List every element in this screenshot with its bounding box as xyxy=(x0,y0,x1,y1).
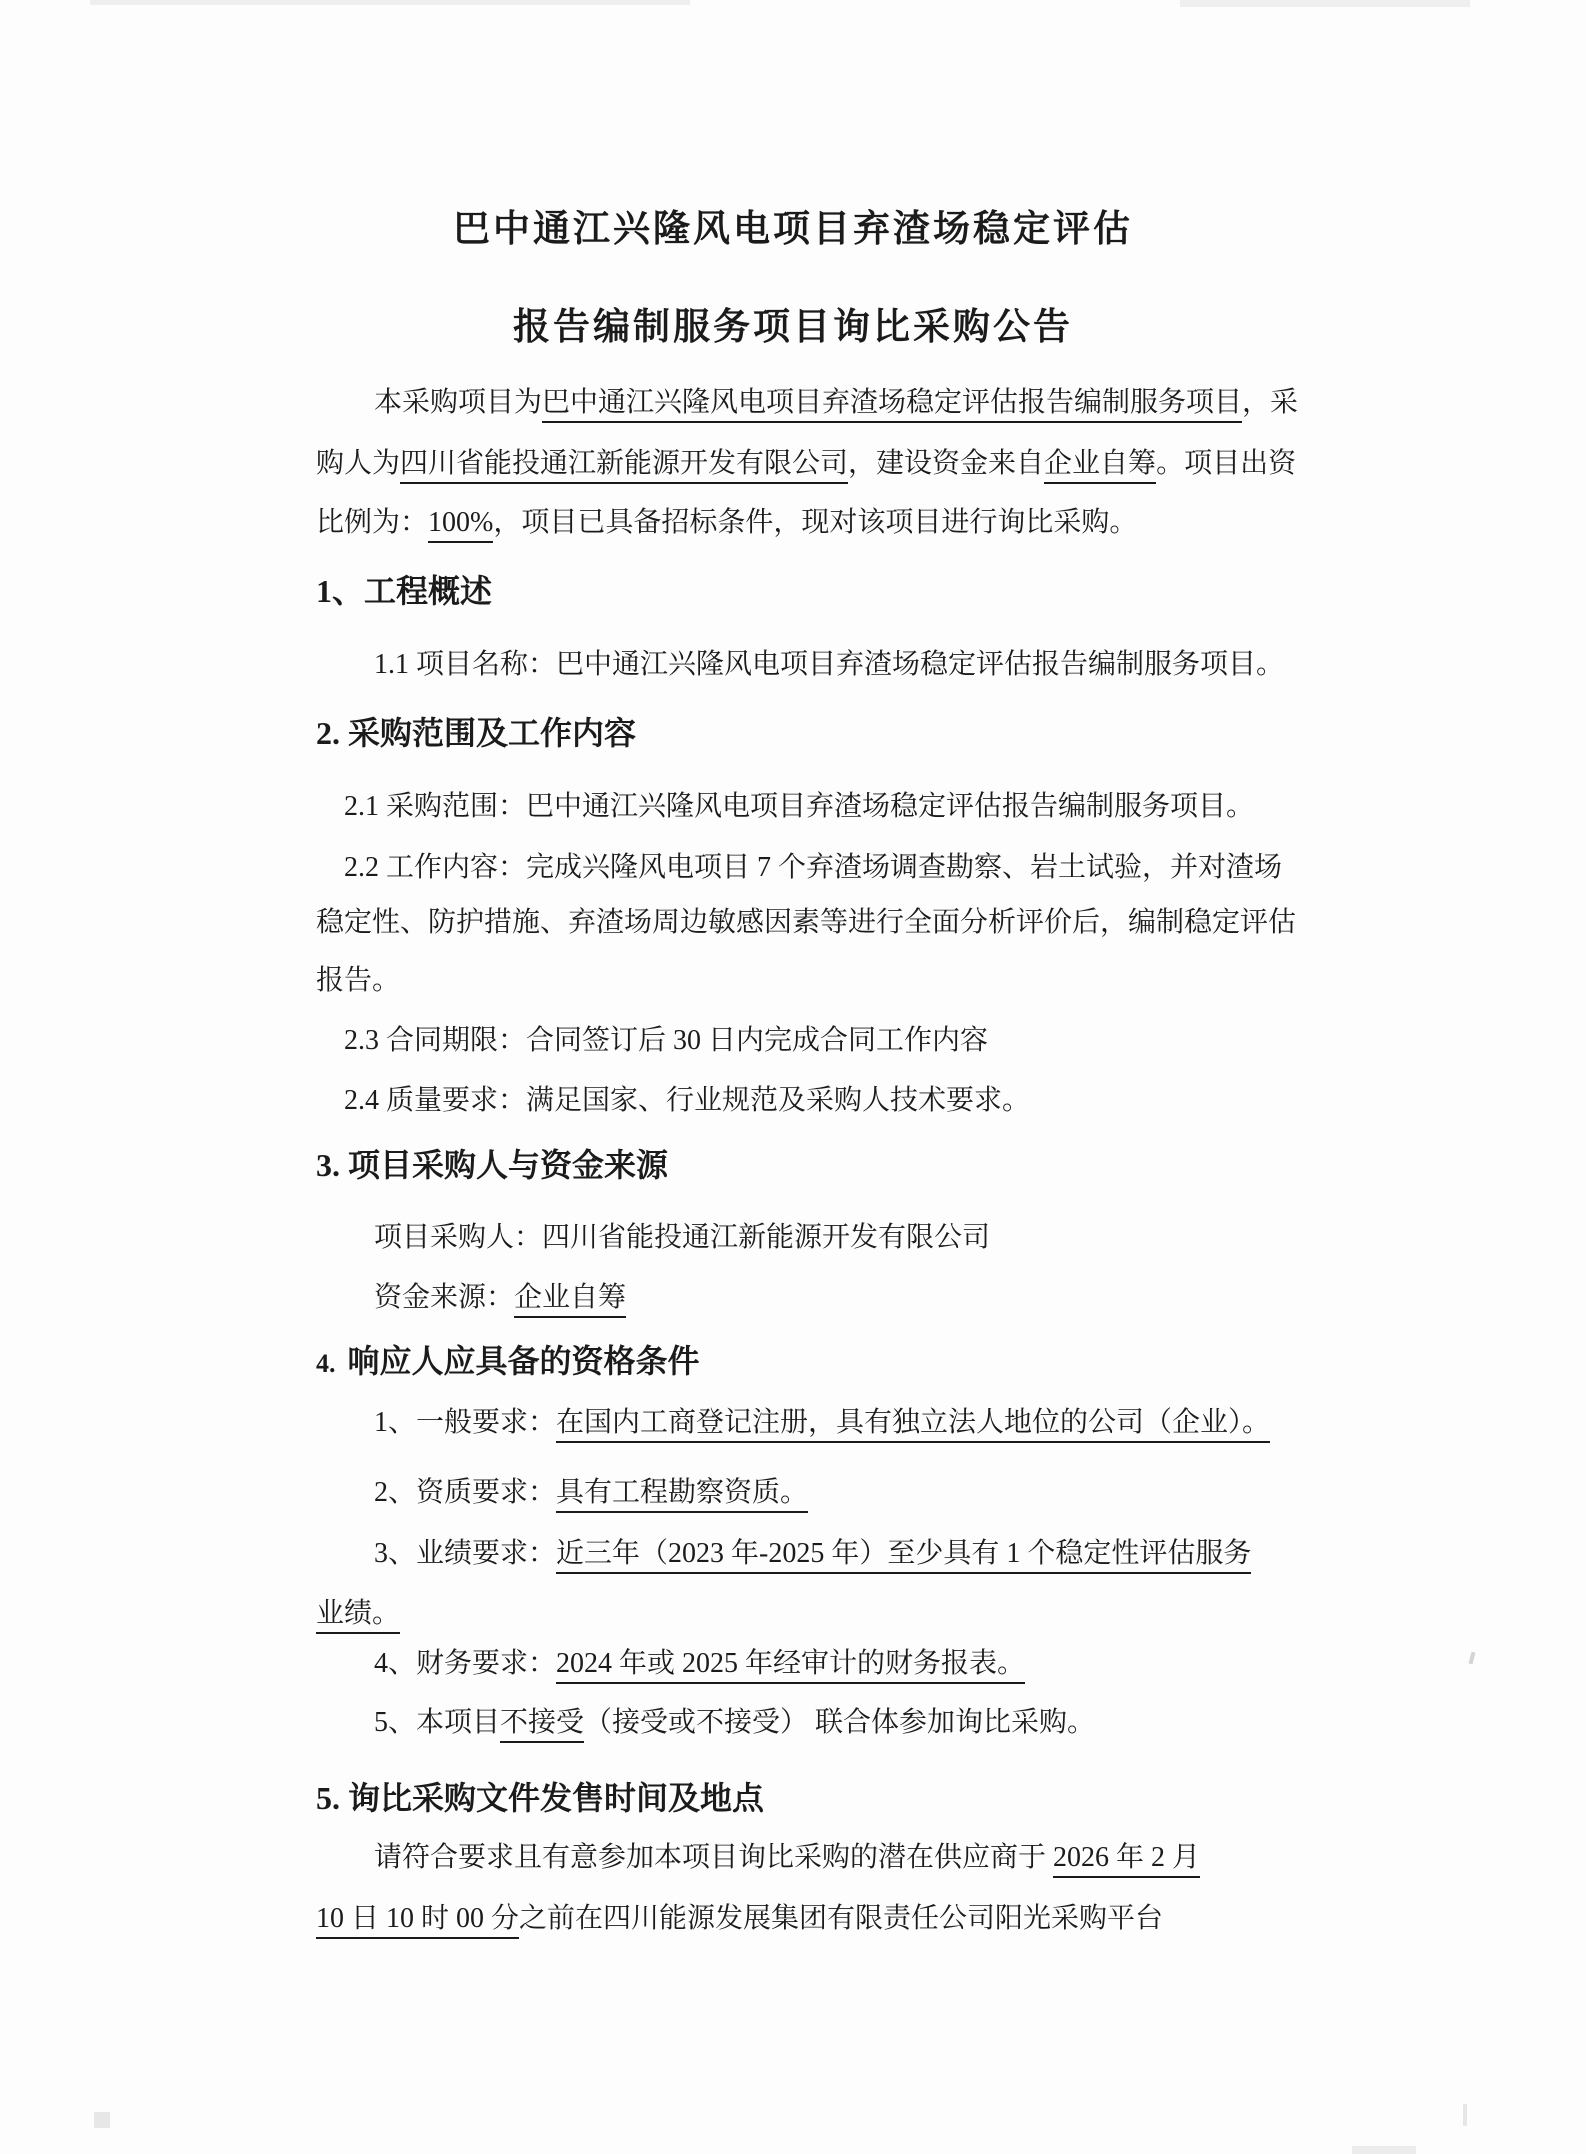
item-1-label: 1、一般要求： xyxy=(374,1407,557,1438)
item-3-underlined-part-2: 业绩。 xyxy=(316,1598,400,1634)
intro-line-1 xyxy=(374,380,1298,420)
intro-line-3-text: 比例为： xyxy=(316,507,429,538)
scan-artifact xyxy=(94,2112,110,2128)
item-5-underlined: 不接受 xyxy=(500,1707,584,1743)
item-2-underlined: 具有工程勘察资质。 xyxy=(556,1477,808,1513)
section-2-heading: 2. 采购范围及工作内容 xyxy=(316,715,637,751)
item-3-label: 3、业绩要求： xyxy=(374,1538,557,1569)
section-1-heading: 1、工程概述 xyxy=(316,573,493,609)
intro-line-2-underlined-funds: 企业自筹 xyxy=(1044,448,1156,484)
item-5-tail: （接受或不接受） 联合体参加询比采购。 xyxy=(584,1707,1096,1738)
scan-artifact xyxy=(1463,2104,1467,2126)
section-5-line-1-underlined-date: 2026 年 2 月 xyxy=(1053,1842,1200,1878)
section-4-item-1 xyxy=(374,1400,1270,1440)
section-5-line-1 xyxy=(374,1835,1200,1875)
section-2-item-4: 2.4 质量要求：满足国家、行业规范及采购人技术要求。 xyxy=(344,1085,1031,1116)
section-5-line-2-underlined-time: 10 日 10 时 00 分 xyxy=(316,1903,519,1939)
item-4-underlined: 2024 年或 2025 年经审计的财务报表。 xyxy=(556,1648,1025,1684)
intro-line-2 xyxy=(316,441,1296,481)
section-4-item-2 xyxy=(374,1470,808,1510)
section-3-funds-line xyxy=(374,1275,626,1315)
intro-line-2-underlined-buyer: 四川省能投通江新能源开发有限公司 xyxy=(400,448,848,484)
item-2-label: 2、资质要求： xyxy=(374,1477,557,1508)
item-4-label: 4、财务要求： xyxy=(374,1648,557,1679)
doc-title-line2: 报告编制服务项目询比采购公告 xyxy=(513,307,1073,348)
section-4-item-3-line-1 xyxy=(374,1531,1251,1571)
item-3-underlined-part-1: 近三年（2023 年-2025 年）至少具有 1 个稳定性评估服务 xyxy=(556,1538,1251,1574)
section-5-heading: 5. 询比采购文件发售时间及地点 xyxy=(316,1780,765,1816)
funds-label: 资金来源： xyxy=(374,1282,515,1313)
section-3-buyer-line: 项目采购人：四川省能投通江新能源开发有限公司 xyxy=(374,1222,991,1253)
section-2-item-3: 2.3 合同期限：合同签订后 30 日内完成合同工作内容 xyxy=(344,1025,989,1056)
section-5-line-1-text: 请符合要求且有意参加本项目询比采购的潜在供应商于 xyxy=(374,1842,1054,1873)
section-4-heading xyxy=(316,1336,700,1382)
item-5-text: 5、本项目 xyxy=(374,1707,501,1738)
item-1-underlined: 在国内工商登记注册，具有独立法人地位的公司（企业）。 xyxy=(556,1407,1270,1443)
scan-artifact xyxy=(90,0,690,5)
intro-line-3 xyxy=(316,500,1137,540)
section-5-line-2-text: 之前在四川能源发展集团有限责任公司阳光采购平台 xyxy=(519,1903,1164,1934)
section-2-item-2-line-3: 报告。 xyxy=(316,965,401,996)
intro-line-2-tail: 。项目出资 xyxy=(1156,448,1297,479)
scan-artifact xyxy=(1352,2146,1416,2154)
intro-line-1-underlined: 巴中通江兴隆风电项目弃渣场稳定评估报告编制服务项目 xyxy=(542,387,1242,423)
section-4-item-4 xyxy=(374,1641,1025,1681)
scan-artifact xyxy=(1180,0,1470,7)
intro-line-3-tail: ，项目已具备招标条件，现对该项目进行询比采购。 xyxy=(493,507,1138,538)
intro-line-2-mid: ，建设资金来自 xyxy=(848,448,1045,479)
intro-line-1-tail: ，采 xyxy=(1242,387,1299,418)
section-2-item-2-line-1: 2.2 工作内容：完成兴隆风电项目 7 个弃渣场调查勘察、岩土试验，并对渣场 xyxy=(344,852,1283,883)
section-3-heading: 3. 项目采购人与资金来源 xyxy=(316,1147,669,1183)
intro-line-1-text: 本采购项目为 xyxy=(374,387,543,418)
section-1-item-1: 1.1 项目名称：巴中通江兴隆风电项目弃渣场稳定评估报告编制服务项目。 xyxy=(374,649,1285,680)
scan-speck xyxy=(1469,1652,1476,1665)
intro-line-3-underlined-ratio: 100% xyxy=(428,507,493,543)
section-5-line-2 xyxy=(316,1896,1163,1936)
section-2-item-1: 2.1 采购范围：巴中通江兴隆风电项目弃渣场稳定评估报告编制服务项目。 xyxy=(344,791,1255,822)
section-4-item-3-line-2 xyxy=(316,1591,400,1631)
section-4-number: 4. xyxy=(316,1349,336,1378)
section-4-item-5 xyxy=(374,1700,1095,1740)
doc-title-line1: 巴中通江兴隆风电项目弃渣场稳定评估 xyxy=(453,209,1133,250)
funds-value-underlined: 企业自筹 xyxy=(514,1282,626,1318)
section-4-title-text: 响应人应具备的资格条件 xyxy=(347,1343,700,1379)
intro-line-2-text: 购人为 xyxy=(316,448,401,479)
section-2-item-2-line-2: 稳定性、防护措施、弃渣场周边敏感因素等进行全面分析评价后，编制稳定评估 xyxy=(316,907,1297,938)
